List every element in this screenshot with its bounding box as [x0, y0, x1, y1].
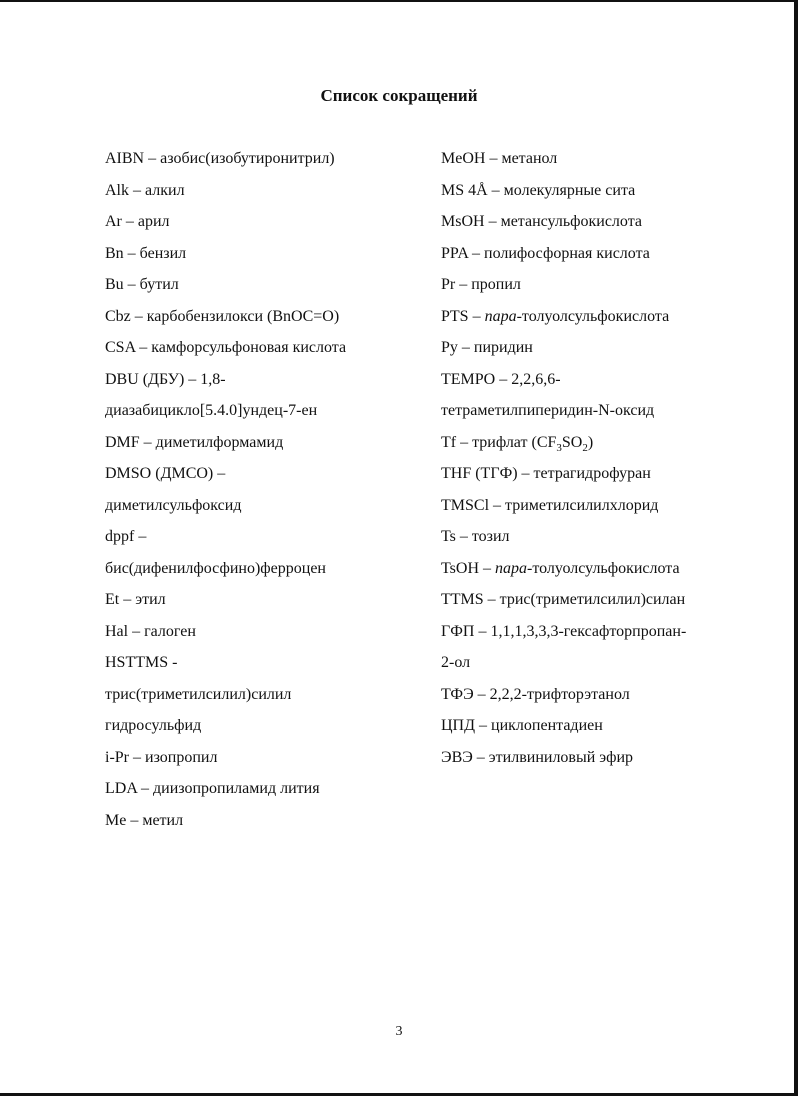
abbreviation-line: Bu – бутил	[105, 276, 179, 293]
tf-subscript-2: 2	[582, 441, 588, 454]
abbreviation-rest: -толуолсульфокислота	[527, 559, 680, 577]
abbreviation-line: AIBN – азобис(изобутиронитрил)	[105, 150, 335, 167]
abbreviation-line: dppf –	[105, 528, 147, 545]
abbreviation-line: TEMPO – 2,2,6,6-	[441, 370, 561, 388]
abbreviation-line: MeOH – метанол	[441, 150, 558, 167]
tf-prefix: Tf – трифлат (CF	[441, 433, 557, 451]
abbreviation-line: TTMS – трис(триметилсилил)силан	[441, 591, 686, 608]
page-number: 3	[395, 1024, 403, 1039]
abbreviation-line: ТФЭ – 2,2,2-трифторэтанол	[441, 685, 630, 703]
abbreviation-line: MS 4Å – молекулярные сита	[441, 181, 636, 199]
abbreviation-line: Et – этил	[105, 591, 166, 608]
abbreviation-line: MsOH – метансульфокислота	[441, 213, 642, 230]
italic-para: пара	[484, 307, 517, 325]
abbreviation-line: CSA – камфорсульфоновая кислота	[105, 339, 347, 356]
abbreviation-line: Pr – пропил	[441, 276, 521, 293]
page-title: Список сокращений	[320, 86, 478, 105]
abbreviation-term: PTS –	[441, 307, 485, 325]
abbreviation-line: PPA – полифосфорная кислота	[441, 244, 650, 262]
abbreviation-line: Bn – бензил	[105, 244, 187, 262]
abbreviation-line: Ar – арил	[105, 213, 170, 230]
abbreviation-line: трис(триметилсилил)силил	[105, 685, 292, 703]
abbreviation-line: гидросульфид	[105, 717, 202, 734]
tf-suffix: )	[587, 433, 594, 451]
abbreviation-line: DBU (ДБУ) – 1,8-	[105, 370, 226, 388]
abbreviations-left-column	[105, 145, 425, 838]
abbreviation-line: LDA – диизопропиламид лития	[105, 780, 320, 797]
abbreviation-line: THF (ТГФ) – тетрагидрофуран	[441, 465, 651, 482]
abbreviation-line: ЭВЭ – этилвиниловый эфир	[441, 748, 633, 766]
abbreviations-right-column	[441, 145, 761, 775]
abbreviation-term: TsOH –	[441, 559, 495, 577]
abbreviation-line: 2-ол	[441, 654, 471, 671]
abbreviation-line-pts	[441, 303, 761, 335]
abbreviation-line: Alk – алкил	[105, 181, 185, 199]
abbreviation-line: TMSCl – триметилсилилхлорид	[441, 496, 659, 514]
italic-para: пара	[495, 559, 527, 577]
abbreviation-line: Ts – тозил	[441, 528, 510, 545]
abbreviation-line: Py – пиридин	[441, 339, 533, 356]
abbreviation-line: ЦПД – циклопентадиен	[441, 717, 603, 734]
abbreviation-line: Hal – галоген	[105, 622, 196, 640]
abbreviation-line: DMSO (ДМСО) –	[105, 465, 226, 482]
tf-subscript-3: 3	[556, 441, 562, 454]
abbreviation-line: диазабицикло[5.4.0]ундец-7-ен	[105, 402, 318, 419]
page-border-right	[794, 0, 798, 1096]
tf-mid: SO	[561, 433, 583, 451]
abbreviation-line: DMF – диметилформамид	[105, 433, 284, 451]
abbreviation-line: ГФП – 1,1,1,3,3,3-гексафторпропан-	[441, 622, 687, 640]
abbreviation-rest: -толуолсульфокислота	[516, 307, 670, 325]
abbreviation-line: тетраметилпиперидин-N-оксид	[441, 402, 655, 419]
abbreviation-line: Cbz – карбобензилокси (BnOC=O)	[105, 307, 340, 325]
page-border-top	[0, 0, 798, 2]
abbreviation-line: HSTTMS -	[105, 654, 178, 671]
abbreviation-line: бис(дифенилфосфино)ферроцен	[105, 559, 326, 577]
abbreviation-line: Me – метил	[105, 811, 184, 829]
abbreviation-line: i-Pr – изопропил	[105, 748, 218, 766]
abbreviation-line-tsoh	[441, 555, 761, 587]
abbreviation-line-tf	[441, 429, 761, 461]
abbreviation-line: диметилсульфоксид	[105, 496, 242, 514]
